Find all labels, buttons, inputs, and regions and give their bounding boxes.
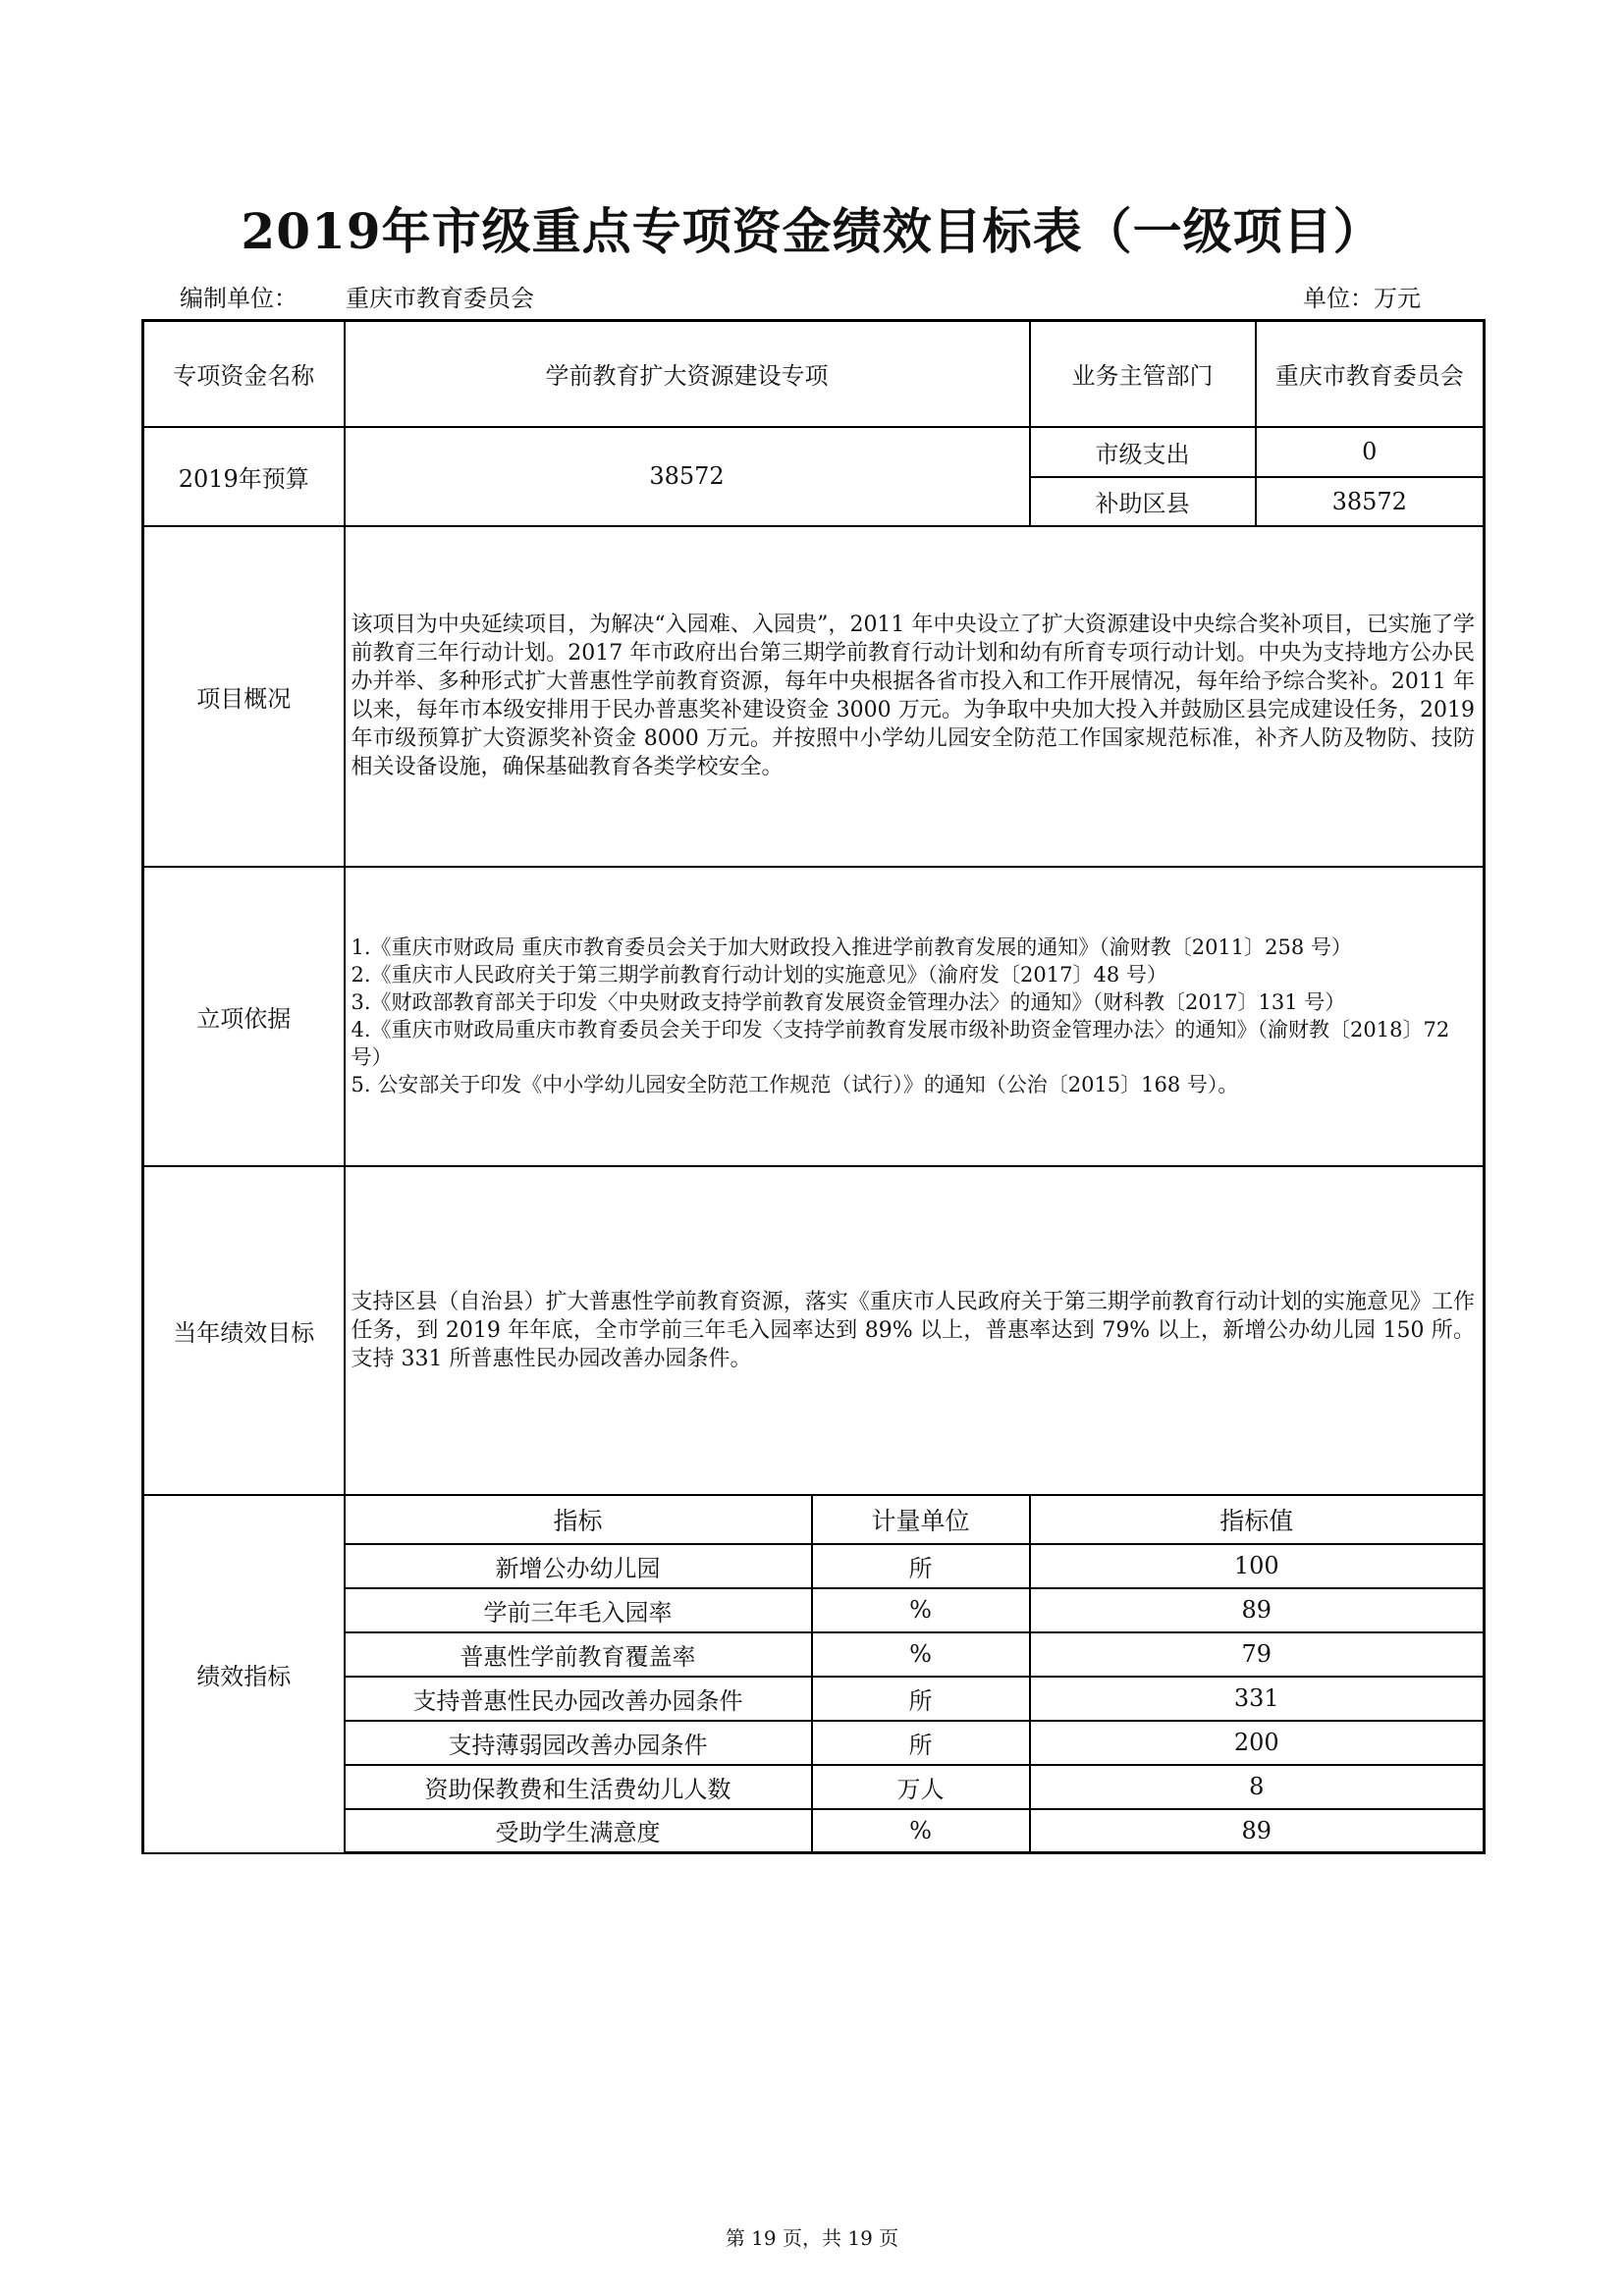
table-row (143, 1588, 1485, 1632)
district-subsidy-label: 补助区县 (1030, 477, 1256, 526)
indicator-unit: 所 (812, 1677, 1030, 1721)
table-row (143, 1677, 1485, 1721)
basis-list (345, 867, 1485, 1166)
indicator-value: 89 (1030, 1588, 1485, 1632)
indicator-name: 受助学生满意度 (345, 1809, 812, 1853)
indicator-value: 89 (1030, 1809, 1485, 1853)
org-value: 重庆市教育委员会 (346, 285, 534, 312)
indicator-name: 资助保教费和生活费幼儿人数 (345, 1765, 812, 1809)
indicator-value: 331 (1030, 1677, 1485, 1721)
dept-label: 业务主管部门 (1030, 321, 1256, 427)
table-row (143, 1632, 1485, 1677)
overview-text: 该项目为中央延续项目，为解决“入园难、入园贵”，2011 年中央设立了扩大资源建设中央综合奖补项目，已实施了学前教育三年行动计划。2017 年市政府出台第三期学前教育行动计划和幼有所育专项行动计划。中央为支持地方公办民办并举、多种形式扩大普惠性学前教育资源，每年中央根据各省市投入和工作开展情况，每年给予综合奖补。2011 年以来，每年市本级安排用于民办普惠奖补建设资金 3000 万元。为争取中央加大投入并鼓励区县完成建设任务，2019 年市级预算扩大资源奖补资金 8000 万元。并按照中小学幼儿园安全防范工作国家规范标准，补齐人防及物防、技防相关设备设施，确保基础教育各类学校安全。 (345, 526, 1485, 867)
indicator-value: 8 (1030, 1765, 1485, 1809)
indicator-name: 普惠性学前教育覆盖率 (345, 1632, 812, 1677)
basis-item: 2.《重庆市人民政府关于第三期学前教育行动计划的实施意见》（渝府发〔2017〕48 号） (351, 963, 1167, 987)
city-expense-value: 0 (1256, 427, 1485, 477)
indicator-unit: 所 (812, 1721, 1030, 1765)
indicator-name: 新增公办幼儿园 (345, 1544, 812, 1588)
basis-label: 立项依据 (143, 867, 345, 1166)
org-label: 编制单位： (180, 285, 298, 312)
indicator-header-value: 指标值 (1030, 1495, 1485, 1544)
basis-item: 5. 公安部关于印发《中小学幼儿园安全防范工作规范（试行）》的通知（公治〔2015〕168 号）。 (351, 1073, 1239, 1096)
indicators-label: 绩效指标 (143, 1495, 345, 1853)
dept-value: 重庆市教育委员会 (1256, 321, 1485, 427)
table-row (143, 1765, 1485, 1809)
table-row (143, 1544, 1485, 1588)
table-row (143, 1721, 1485, 1765)
indicator-value: 79 (1030, 1632, 1485, 1677)
indicator-name: 支持普惠性民办园改善办园条件 (345, 1677, 812, 1721)
performance-table (141, 319, 1486, 1854)
indicator-value: 200 (1030, 1721, 1485, 1765)
basis-item: 3.《财政部教育部关于印发〈中央财政支持学前教育发展资金管理办法〉的通知》（财科教〔2017〕131 号） (351, 990, 1346, 1014)
indicator-unit: 万人 (812, 1765, 1030, 1809)
indicator-name: 学前三年毛入园率 (345, 1588, 812, 1632)
budget-label: 2019年预算 (143, 427, 345, 526)
indicator-unit: 所 (812, 1544, 1030, 1588)
unit-label: 单位：万元 (1303, 285, 1421, 312)
goal-label: 当年绩效目标 (143, 1166, 345, 1495)
indicator-header-unit: 计量单位 (812, 1495, 1030, 1544)
city-expense-label: 市级支出 (1030, 427, 1256, 477)
indicator-unit: % (812, 1588, 1030, 1632)
basis-item: 4.《重庆市财政局重庆市教育委员会关于印发〈支持学前教育发展市级补助资金管理办法〉的通知》（渝财教〔2018〕72 号） (351, 1018, 1450, 1069)
indicator-name: 支持薄弱园改善办园条件 (345, 1721, 812, 1765)
indicator-value: 100 (1030, 1544, 1485, 1588)
basis-item: 1.《重庆市财政局 重庆市教育委员会关于加大财政投入推进学前教育发展的通知》（渝财教〔2011〕258 号） (351, 935, 1352, 959)
fund-name-value: 学前教育扩大资源建设专项 (345, 321, 1030, 427)
goal-text: 支持区县（自治县）扩大普惠性学前教育资源，落实《重庆市人民政府关于第三期学前教育行动计划的实施意见》工作任务，到 2019 年年底，全市学前三年毛入园率达到 89% 以上，普惠率达到 79% 以上，新增公办幼儿园 150 所。支持 331 所普惠性民办园改善办园条件。 (345, 1166, 1485, 1495)
page-title: 2019年市级重点专项资金绩效目标表（一级项目） (241, 202, 1383, 260)
indicator-unit: % (812, 1809, 1030, 1853)
fund-name-label: 专项资金名称 (143, 321, 345, 427)
table-row (143, 1809, 1485, 1853)
overview-label: 项目概况 (143, 526, 345, 867)
budget-total: 38572 (345, 427, 1030, 526)
district-subsidy-value: 38572 (1256, 477, 1485, 526)
page-footer: 第 19 页，共 19 页 (725, 2226, 899, 2250)
indicator-unit: % (812, 1632, 1030, 1677)
indicator-header-name: 指标 (345, 1495, 812, 1544)
